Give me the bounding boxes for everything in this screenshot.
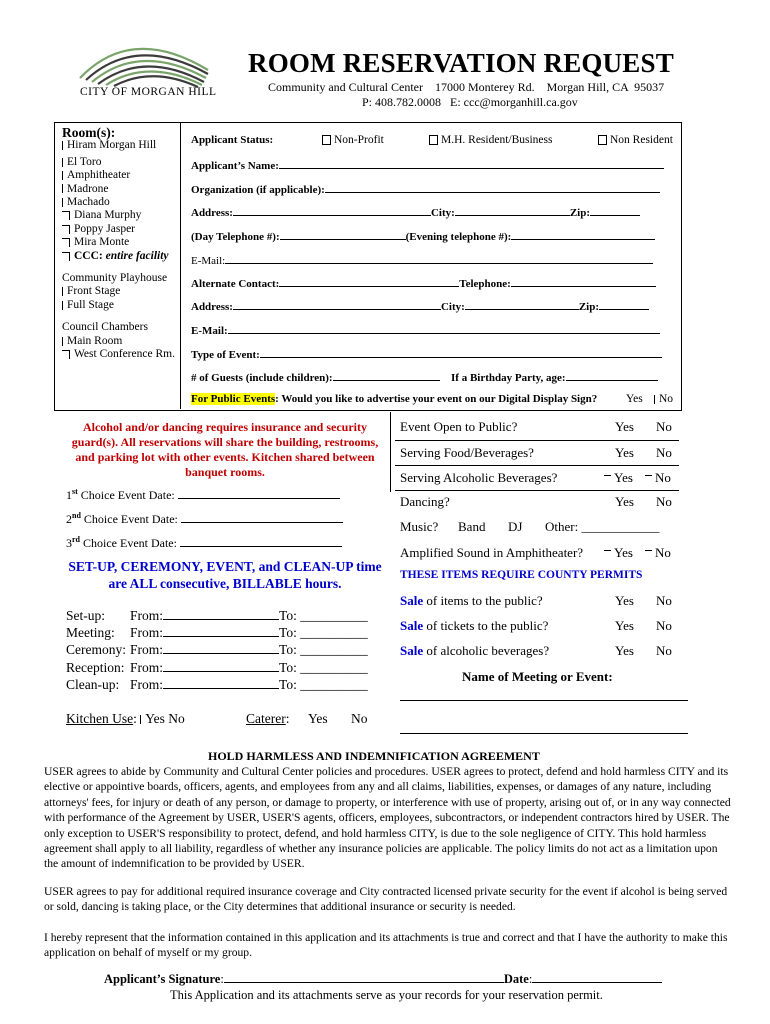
q-amplified: Amplified Sound in Amphitheater? (400, 545, 584, 560)
box-divider (180, 122, 181, 409)
status-nonresident[interactable]: Non Resident (598, 134, 673, 146)
signature-line[interactable]: Applicant’s Signature: Date: (104, 972, 662, 987)
q-sale-alcohol: Sale of alcoholic beverages? (400, 643, 550, 658)
logo-text: CITY OF MORGAN HILL (80, 86, 217, 98)
room-option[interactable]: Madrone (62, 183, 175, 196)
digital-sign-question: For Public Events: Would you like to advertise your event on our Digital Display Sign? (191, 393, 598, 405)
alt-address-field[interactable]: Address: City: Zip: (191, 299, 649, 313)
q-open-public: Event Open to Public? (400, 419, 518, 434)
records-note: This Application and its attachments serve as your records for your reservation permit. (170, 988, 603, 1002)
chambers-heading: Council Chambers (62, 321, 148, 334)
page-title: ROOM RESERVATION REQUEST (248, 48, 674, 78)
agreement-paragraph-2: USER agrees to pay for additional required insurance coverage and City contracted licensed private security for the event if alcohol is being served or sold, dancing is taking place, or the City determines that additional insurance or security is needed. (44, 885, 728, 914)
contact-line: P: 408.782.0008 E: ccc@morganhill.ca.gov (362, 95, 578, 109)
dancing-yes[interactable]: Yes (615, 494, 634, 509)
room-option[interactable]: Mira Monte (62, 236, 175, 249)
room-option[interactable]: West Conference Rm. (62, 348, 175, 361)
alcohol-no[interactable]: No (645, 470, 671, 486)
q-alcohol: Serving Alcoholic Beverages? (400, 470, 558, 485)
alternate-contact-field[interactable]: Alternate Contact: Telephone: (191, 276, 656, 290)
row-rule (395, 465, 679, 466)
music-other[interactable]: Other: ____________ (545, 519, 660, 534)
playhouse-heading: Community Playhouse (62, 272, 168, 285)
setup-note: SET-UP, CEREMONY, EVENT, and CLEAN-UP time are ALL consecutive, BILLABLE hours. (68, 559, 382, 591)
sale-alcohol-yes[interactable]: Yes (615, 643, 634, 658)
agreement-paragraph-3: I hereby represent that the information contained in this application and its attachments is true and correct and that I have the authority to make this application on behalf of myself or my group. (44, 931, 728, 960)
room-option[interactable]: El Toro (62, 156, 175, 169)
applicant-name-field[interactable]: Applicant’s Name: (191, 158, 664, 172)
room-option[interactable]: Machado (62, 196, 175, 209)
schedule-row[interactable]: Ceremony: From: To: __________ (66, 642, 368, 658)
kitchen-use[interactable]: Kitchen Use: Yes No (66, 711, 185, 726)
music-dj[interactable]: DJ (508, 519, 523, 534)
q-dancing: Dancing? (400, 494, 450, 509)
schedule-row[interactable]: Clean-up: From: To: __________ (66, 676, 368, 692)
food-yes[interactable]: Yes (615, 445, 634, 460)
guests-field[interactable]: # of Guests (include children): (191, 370, 440, 384)
meeting-name-label: Name of Meeting or Event: (462, 669, 613, 684)
status-resident[interactable]: M.H. Resident/Business (429, 134, 553, 146)
telephone-field[interactable]: (Day Telephone #): (Evening telephone #): (191, 229, 655, 243)
sign-yes[interactable]: Yes (626, 393, 643, 405)
room-option[interactable]: Main Room (62, 335, 175, 348)
organization-field[interactable]: Organization (if applicable): (191, 182, 660, 196)
sale-items-yes[interactable]: Yes (615, 593, 634, 608)
choice-1-field[interactable]: 1st Choice Event Date: (66, 487, 340, 503)
room-option[interactable]: Hiram Morgan Hill (62, 139, 175, 152)
choice-3-field[interactable]: 3rd Choice Event Date: (66, 535, 342, 551)
caterer-no[interactable]: No (351, 711, 368, 726)
address-field[interactable]: Address: City: Zip: (191, 205, 640, 219)
q-food: Serving Food/Beverages? (400, 445, 534, 460)
room-option[interactable]: Poppy Jasper (62, 223, 175, 236)
amplified-yes[interactable]: Yes (604, 545, 633, 561)
caterer-yes[interactable]: Yes (308, 711, 328, 726)
rooms-heading: Room(s): (62, 125, 116, 140)
open-yes[interactable]: Yes (615, 419, 634, 434)
room-option[interactable]: Full Stage (62, 299, 175, 312)
room-option[interactable]: Diana Murphy (62, 209, 175, 222)
applicant-status-label: Applicant Status: (191, 134, 274, 146)
agreement-heading: HOLD HARMLESS AND INDEMNIFICATION AGREEMENT (208, 749, 540, 763)
choice-2-field[interactable]: 2nd Choice Event Date: (66, 511, 343, 527)
right-divider (390, 412, 391, 492)
schedule-table (66, 607, 368, 693)
sale-tickets-no[interactable]: No (656, 618, 672, 633)
sign-no[interactable]: No (654, 393, 673, 405)
q-sale-items: Sale of items to the public? (400, 593, 543, 608)
q-sale-tickets: Sale of tickets to the public? (400, 618, 549, 633)
alt-email-field[interactable]: E-Mail: (191, 323, 660, 337)
alcohol-yes[interactable]: Yes (604, 470, 633, 486)
sale-items-no[interactable]: No (656, 593, 672, 608)
room-option[interactable]: Front Stage (62, 285, 175, 298)
schedule-row[interactable]: Set-up: From: To: __________ (66, 608, 368, 623)
sale-tickets-yes[interactable]: Yes (615, 618, 634, 633)
event-type-field[interactable]: Type of Event: (191, 347, 662, 361)
email-field[interactable]: E-Mail: (191, 253, 653, 267)
dancing-no[interactable]: No (656, 494, 672, 509)
caterer[interactable]: Caterer: (246, 711, 290, 726)
music-band[interactable]: Band (458, 519, 486, 534)
county-permits-heading: THESE ITEMS REQUIRE COUNTY PERMITS (400, 569, 643, 581)
meeting-name-line-1[interactable] (400, 700, 688, 701)
q-music: Music? (400, 519, 439, 534)
rooms-panel (62, 126, 175, 362)
food-no[interactable]: No (656, 445, 672, 460)
address-line: Community and Cultural Center 17000 Monterey Rd. Morgan Hill, CA 95037 (268, 80, 665, 94)
agreement-paragraph-1: USER agrees to abide by Community and Cultural Center policies and procedures. USER agrees to protect, defend and hold harmless CITY and its elective or appointive boards, officers, agents, and employees from any and all claims, liabilities, expenses, or damages of any nature, including attorneys' fees, for injury or death of any person, or damage to property, or interference with use of property, arising out of, or in any way connected with performance of the Agreement by USER, USER'S agents, officers, employees, subcontractors, or independent contractors hired by USER. The only exception to USER'S responsibility to protect, defend, and hold harmless CITY, is due to the sole negligence of CITY. This hold harmless agreement shall apply to all liability, regardless of whether any insurance policies are applicable. The policy limits do not act as a limitation upon the amount of indemnification to be provided by USER. (44, 765, 731, 871)
amplified-no[interactable]: No (645, 545, 671, 561)
room-option[interactable]: Amphitheater (62, 169, 175, 182)
meeting-name-line-2[interactable] (400, 733, 688, 734)
row-rule (395, 440, 679, 441)
alcohol-note: Alcohol and/or dancing requires insurance and security guard(s). All reservations will share the building, restrooms, and parking lot with other events. Kitchen shared between banquet rooms. (71, 420, 379, 479)
sale-alcohol-no[interactable]: No (656, 643, 672, 658)
birthday-age-field[interactable]: If a Birthday Party, age: (451, 370, 658, 384)
open-no[interactable]: No (656, 419, 672, 434)
row-rule (395, 490, 679, 491)
room-option-ccc-entire[interactable]: CCC: entire facility (62, 250, 175, 263)
schedule-row[interactable]: Reception: From: To: __________ (66, 659, 368, 675)
status-nonprofit[interactable]: Non-Profit (322, 134, 384, 146)
schedule-row[interactable]: Meeting: From: To: __________ (66, 625, 368, 641)
